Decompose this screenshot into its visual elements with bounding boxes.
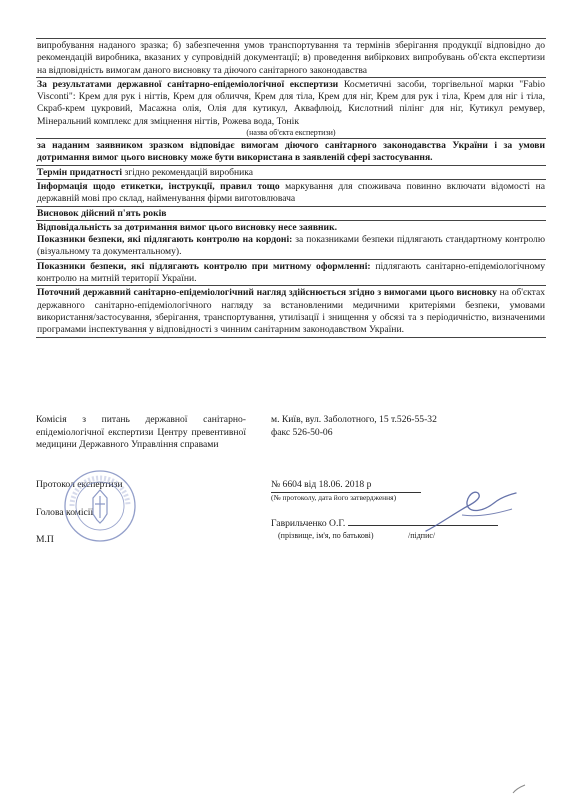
supervision-label: Поточний державний санітарно-епідеміологічний нагляд здійснюється згідно з вимогами цього висновку	[37, 287, 497, 299]
fax-line: факс 526-50-06	[271, 426, 333, 438]
document-body	[36, 38, 546, 338]
conditions-continuation	[36, 38, 546, 77]
signature-caption: /підпис/	[408, 531, 436, 540]
signer-caption: (прізвище, ім'я, по батькові)	[278, 531, 374, 540]
protocol-label: Протокол експертизи	[36, 479, 123, 490]
address-line: м. Київ, вул. Заболотного, 15 т.526-55-32	[271, 414, 437, 425]
head-label: Голова комісії	[36, 507, 94, 518]
commission-name: Комісія з питань державної санітарно-епідеміологічної експертизи Центру превентивної медицини Державного Управління справами	[36, 414, 246, 450]
official-seal-icon	[62, 468, 138, 544]
protocol-number: № 6604 від 18.06. 2018 р	[271, 479, 421, 493]
seal-label: М.П	[36, 534, 54, 545]
results-caption: (назва об'єкта експертизи)	[246, 128, 336, 138]
shelf-life-label: Термін придатності	[37, 166, 123, 178]
results-products: Косметичні засоби, торгівельної марки "Fabio Visconti": Крем для рук і нігтів, Крем для обличчя, Крем для тіла, Крем для ніг, Крем для рук і тіла, Крем для ніг і тіла, Скраб-крем цукровий, Масажна олія, Олія для кутикул, Аквафлюід, Кислотний пілінг для ніг, Кутикул ремувер, Мінеральний комплекс для зміцнення нігтів, Рожева вода, Тонік	[37, 78, 546, 127]
border-control-label: Показники безпеки, які підлягають контролю на кордоні:	[37, 234, 293, 246]
validity-row: Висновок дійсний п'ять років	[36, 206, 546, 220]
labeling-section	[36, 179, 546, 206]
customs-control-section	[36, 259, 546, 286]
customs-control-label: Показники безпеки, які підлягають контролю при митному оформленні:	[37, 260, 371, 272]
results-label: За результатами державної санітарно-епідеміологічної експертизи	[37, 78, 339, 90]
labeling-label: Інформація щодо етикетки, інструкції, правил тощо	[37, 180, 280, 192]
expertise-results-section	[36, 77, 546, 138]
protocol-caption: (№ протоколу, дата його затвердження)	[271, 493, 397, 502]
customs-control-text: підлягають санітарно-епідеміологічному контролю на митній території України.	[37, 260, 545, 285]
shelf-life-row	[36, 165, 546, 179]
shelf-life-value: згідно рекомендацій виробника	[124, 166, 254, 178]
conformity-statement: за наданим заявником зразком відповідає вимогам діючого санітарного законодавства України і за умови дотримання вимог цього висновку може бути використана в заявленій сфері застосування.	[37, 140, 545, 164]
conditions-text: випробування наданого зразка; б) забезпечення умов транспортування та термінів зберігання продукції відповідно до рекомендацій виробника, вказаних у супровідній документації; в) проведення вибіркових випробувань об'єкта експертизи на відповідність вимогам даного висновку та діючого санітарного законодавства	[37, 40, 545, 76]
commission-address	[271, 414, 521, 439]
responsibility-text: Відповідальність за дотримання вимог цього висновку несе заявник.	[37, 221, 337, 233]
signer-name: Гаврильченко О.Г.	[271, 518, 346, 529]
handwritten-signature-icon	[420, 485, 530, 545]
responsibility-and-border-section	[36, 220, 546, 259]
corner-mark-icon	[512, 783, 526, 795]
supervision-section	[36, 285, 546, 337]
labeling-text: маркування для споживача повинно включати відомості на державній мові про склад, найменування фірми виготовлювача	[37, 180, 545, 205]
supervision-text: на об'єктах державного санітарно-епідеміологічного нагляду за встановленими медичними критеріями безпеки, умовами використання/застосування, зберігання, транспортування, утилізації і знищення у обсязі та з періодичністю, визначеними програмами інспектування у відповідності з чинним санітарним законодавством України.	[37, 287, 546, 336]
border-control-text: за показниками безпеки підлягають стандартному контролю (візуальному та документальному).	[37, 234, 545, 258]
